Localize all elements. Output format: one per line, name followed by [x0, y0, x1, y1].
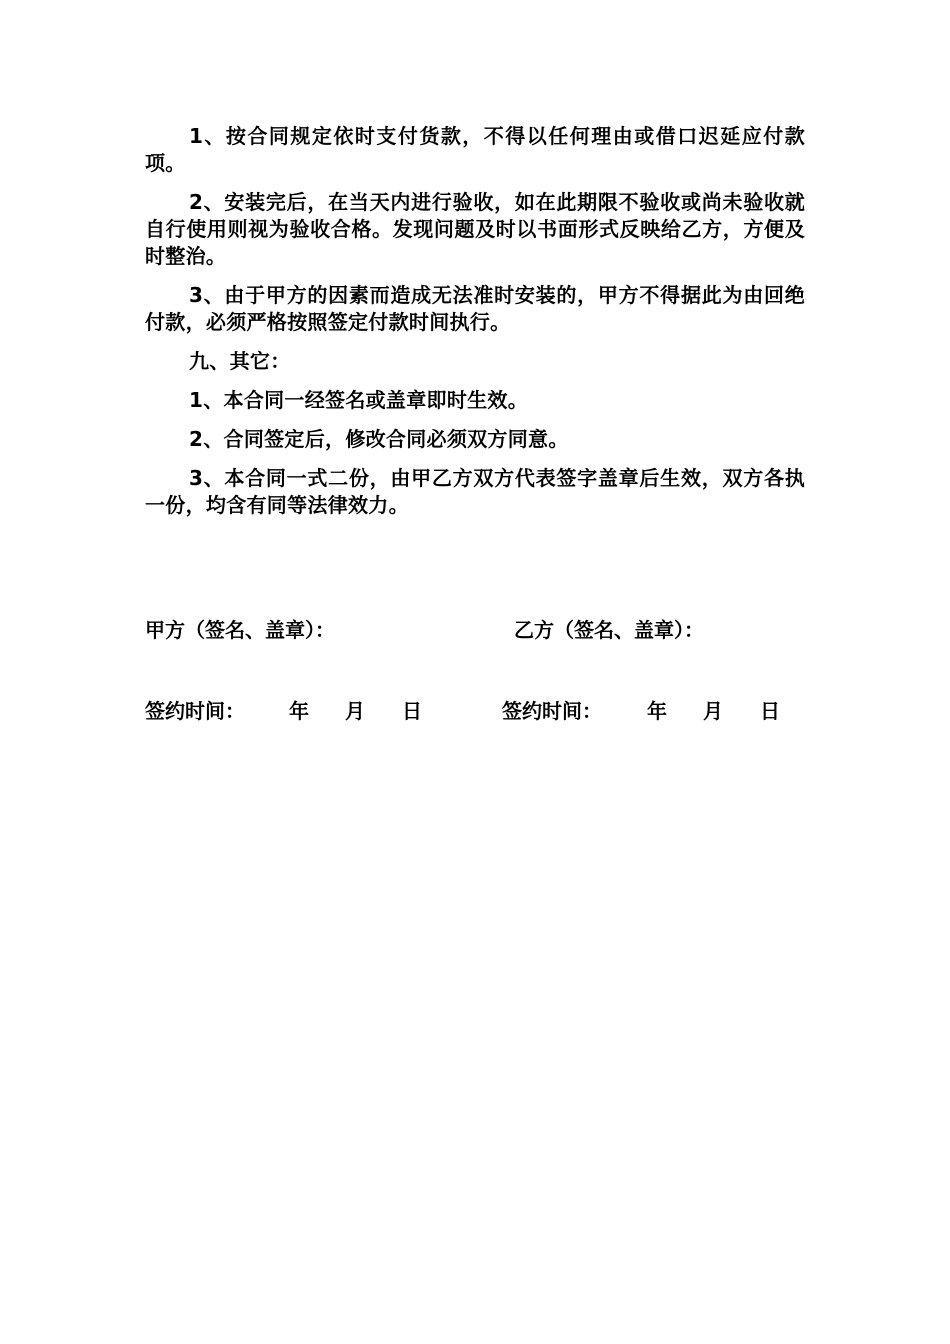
- party-b-month-label: 月: [703, 699, 723, 723]
- party-a-signature-label: 甲方（签名、盖章）：: [145, 618, 335, 642]
- clause-paragraph: 2、安装完后，在当天内进行验收，如在此期限不验收或尚未验收就自行使用则视为验收合格。发现问题及时以书面形式反映给乙方，方便及时整治。: [145, 190, 805, 268]
- party-a-month-label: 月: [345, 699, 365, 723]
- party-a-year-label: 年: [289, 699, 309, 723]
- clause-paragraph: 2、合同签定后，修改合同必须双方同意。: [189, 427, 569, 451]
- party-a-date-label: 签约时间：: [145, 699, 245, 723]
- party-b-year-label: 年: [647, 699, 667, 723]
- party-b-date-label: 签约时间：: [502, 699, 602, 723]
- clause-paragraph: 1、按合同规定依时支付货款，不得以任何理由或借口迟延应付款项。: [145, 124, 805, 175]
- contract-body: [145, 123, 805, 531]
- party-b-signature-label: 乙方（签名、盖章）：: [514, 618, 704, 642]
- clause-paragraph: 3、由于甲方的因素而造成无法准时安装的，甲方不得据此为由回绝付款，必须严格按照签定付款时间执行。: [145, 283, 805, 334]
- section-heading: 九、其它：: [189, 349, 291, 373]
- clause-paragraph: 3、本合同一式二份，由甲乙方双方代表签字盖章后生效，双方各执一份，均含有同等法律效力。: [145, 466, 805, 517]
- party-a-day-label: 日: [402, 699, 422, 723]
- party-b-day-label: 日: [760, 699, 780, 723]
- clause-paragraph: 1、本合同一经签名或盖章即时生效。: [189, 388, 529, 412]
